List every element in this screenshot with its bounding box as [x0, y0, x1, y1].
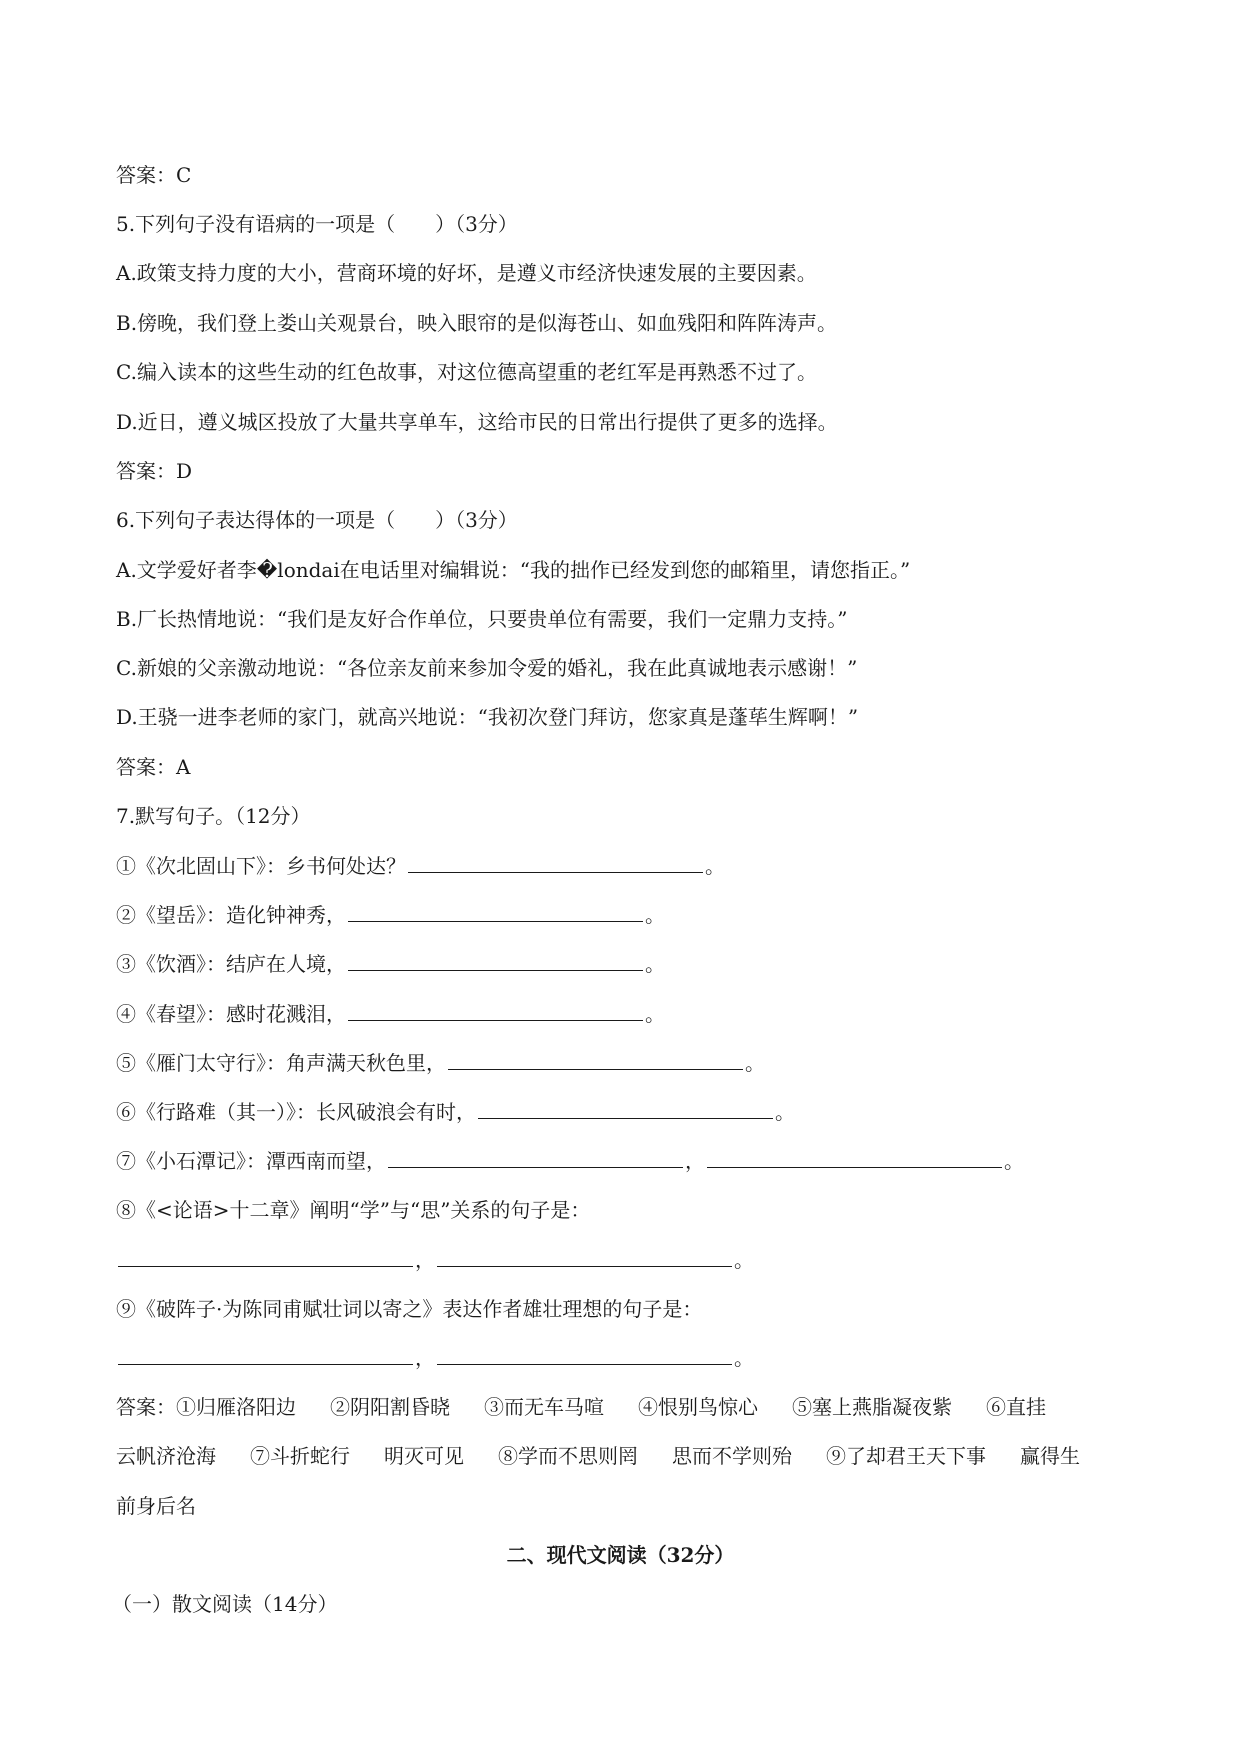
item-end: 。 — [775, 1100, 795, 1124]
item-end: 。 — [645, 1002, 665, 1026]
q7-item-4 — [116, 1000, 665, 1028]
section-heading: 二、现代文阅读（32分） — [506, 1543, 735, 1567]
item-separator: ， — [415, 1248, 435, 1272]
item-end: 。 — [734, 1346, 754, 1370]
subsection-heading: （一）散文阅读（14分） — [112, 1592, 338, 1616]
item-end: 。 — [734, 1248, 754, 1272]
answer-blank[interactable] — [388, 1147, 683, 1168]
answer-8b: 思而不学则殆 — [672, 1444, 792, 1468]
q7-item-6 — [116, 1098, 795, 1126]
item-separator: ， — [415, 1346, 435, 1370]
q7-item-7 — [116, 1147, 1024, 1175]
answer-5: ⑤塞上燕脂凝夜紫 — [792, 1395, 952, 1419]
q7-item-2 — [116, 901, 665, 929]
answer-blank[interactable] — [437, 1246, 732, 1267]
q7-item-5 — [116, 1049, 765, 1077]
item-prompt: ④《春望》：感时花溅泪， — [116, 1002, 346, 1026]
answer-blank[interactable] — [437, 1344, 732, 1365]
q6-option-b: B.厂长热情地说：“我们是友好合作单位，只要贵单位有需要，我们一定鼎力支持。” — [116, 607, 848, 631]
answer-blank[interactable] — [348, 901, 643, 922]
q7-item-8-blanks — [116, 1246, 754, 1274]
item-end: 。 — [645, 952, 665, 976]
answer-6: ⑥直挂 — [986, 1395, 1046, 1419]
q5-option-d: D.近日，遵义城区投放了大量共享单车，这给市民的日常出行提供了更多的选择。 — [116, 410, 838, 434]
item-prompt: ⑥《行路难（其一）》：长风破浪会有时， — [116, 1100, 476, 1124]
answer-blank[interactable] — [348, 950, 643, 971]
answer-8a: ⑧学而不思则罔 — [498, 1444, 638, 1468]
answer-9b: 赢得生 — [1020, 1444, 1080, 1468]
item-prompt: ③《饮酒》：结庐在人境， — [116, 952, 346, 976]
answer-blank[interactable] — [408, 852, 703, 873]
item-prompt: ⑤《雁门太守行》：角声满天秋色里， — [116, 1051, 446, 1075]
q5-stem: 5.下列句子没有语病的一项是（ ）（3分） — [116, 212, 518, 236]
answer-4: ④恨别鸟惊心 — [638, 1395, 758, 1419]
answer-blank[interactable] — [118, 1246, 413, 1267]
q6-option-a: A.文学爱好者李�londai在电话里对编辑说：“我的拙作已经发到您的邮箱里，请您指正。” — [116, 558, 911, 582]
q7-stem: 7.默写句子。（12分） — [116, 804, 311, 828]
q7-item-9-prompt: ⑨《破阵子·为陈同甫赋壮词以寄之》表达作者雄壮理想的句子是： — [116, 1297, 703, 1321]
q7-item-1 — [116, 852, 725, 880]
q5-option-c: C.编入读本的这些生动的红色故事，对这位德高望重的老红军是再熟悉不过了。 — [116, 360, 817, 384]
q6-answer: 答案：A — [116, 755, 191, 779]
item-end: 。 — [705, 854, 725, 878]
answer-blank[interactable] — [448, 1049, 743, 1070]
q7-answer-line-1 — [116, 1393, 1046, 1421]
answer-7a: ⑦斗折蛇行 — [250, 1444, 350, 1468]
answer-label: 答案： — [116, 1395, 176, 1419]
q6-option-d: D.王骁一进李老师的家门，就高兴地说：“我初次登门拜访，您家真是蓬荜生辉啊！” — [116, 705, 859, 729]
answer-blank[interactable] — [118, 1344, 413, 1365]
q7-item-8-prompt: ⑧《<论语>十二章》阐明“学”与“思”关系的句子是： — [116, 1198, 591, 1222]
answer-blank[interactable] — [478, 1098, 773, 1119]
q5-option-b: B.傍晚，我们登上娄山关观景台，映入眼帘的是似海苍山、如血残阳和阵阵涛声。 — [116, 311, 838, 335]
item-end: 。 — [745, 1051, 765, 1075]
answer-2: ②阴阳割昏晓 — [330, 1395, 450, 1419]
item-prompt: ②《望岳》：造化钟神秀， — [116, 903, 346, 927]
item-separator: ， — [685, 1149, 705, 1173]
q5-option-a: A.政策支持力度的大小，营商环境的好坏，是遵义市经济快速发展的主要因素。 — [116, 261, 817, 285]
q4-answer: 答案：C — [116, 163, 192, 187]
item-end: 。 — [645, 903, 665, 927]
q7-answer-line-2 — [116, 1442, 1080, 1470]
answer-3: ③而无车马喧 — [484, 1395, 604, 1419]
item-end: 。 — [1004, 1149, 1024, 1173]
item-prompt: ⑦《小石潭记》：潭西南而望， — [116, 1149, 386, 1173]
q7-item-3 — [116, 950, 665, 978]
answer-blank[interactable] — [707, 1147, 1002, 1168]
q7-answer-line-3: 前身后名 — [116, 1494, 196, 1518]
q7-item-9-blanks — [116, 1344, 754, 1372]
answer-9a: ⑨了却君王天下事 — [826, 1444, 986, 1468]
q5-answer: 答案：D — [116, 459, 193, 483]
answer-blank[interactable] — [348, 1000, 643, 1021]
q6-option-c: C.新娘的父亲激动地说：“各位亲友前来参加令爱的婚礼，我在此真诚地表示感谢！” — [116, 656, 858, 680]
q6-stem: 6.下列句子表达得体的一项是（ ）（3分） — [116, 508, 518, 532]
item-prompt: ①《次北固山下》：乡书何处达？ — [116, 854, 406, 878]
answer-1: ①归雁洛阳边 — [176, 1395, 296, 1419]
answer-7b: 明灭可见 — [384, 1444, 464, 1468]
answer-6-cont: 云帆济沧海 — [116, 1444, 216, 1468]
